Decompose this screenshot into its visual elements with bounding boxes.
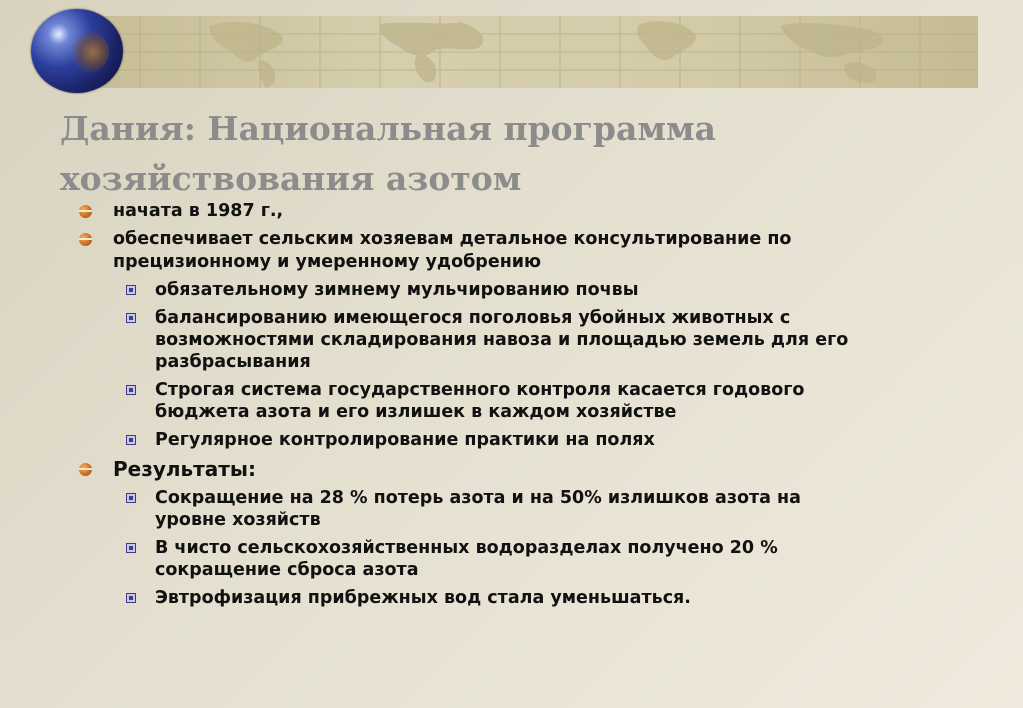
bullet-text: бюджета азота и его излишек в каждом хозяйстве [155, 402, 677, 422]
orange-disc-bullet-icon [79, 205, 92, 218]
square-bullet-icon [126, 285, 136, 295]
sub-list-item [78, 487, 958, 531]
square-bullet-icon [126, 543, 136, 553]
square-bullet-icon [126, 313, 136, 323]
bullet-text: балансированию имеющегося поголовья убойных животных с [155, 308, 791, 328]
bullet-text: прецизионному и умеренному удобрению [113, 252, 542, 272]
sub-list-item [78, 379, 958, 423]
bullet-text: Регулярное контролирование практики на полях [155, 430, 655, 450]
bullet-text: начата в 1987 г., [113, 201, 284, 221]
slide-title [60, 104, 960, 204]
list-item [78, 228, 958, 274]
list-item-results [78, 457, 958, 482]
orange-disc-bullet-icon [79, 463, 92, 476]
bullet-text: сокращение сброса азота [155, 560, 419, 580]
bullet-text: уровне хозяйств [155, 510, 321, 530]
square-bullet-icon [126, 385, 136, 395]
sub-list-item [78, 587, 958, 609]
bullet-text: Эвтрофизация прибрежных вод стала уменьшаться. [155, 588, 691, 608]
title-line-1: Дания: Национальная программа [60, 109, 717, 148]
bullet-text: возможностями складирования навоза и площадью земель для его [155, 330, 849, 350]
map-grid [80, 16, 978, 88]
sub-list-item [78, 537, 958, 581]
bullet-text: Результаты: [113, 457, 256, 481]
sub-list-item [78, 429, 958, 451]
orange-disc-bullet-icon [79, 233, 92, 246]
bullet-text: Строгая система государственного контроля касается годового [155, 380, 805, 400]
bullet-text: Сокращение на 28 % потерь азота и на 50% излишков азота на [155, 488, 801, 508]
bullet-text: обязательному зимнему мульчированию почвы [155, 280, 639, 300]
title-line-2: хозяйствования азотом [60, 159, 522, 198]
square-bullet-icon [126, 593, 136, 603]
bullet-text: обеспечивает сельским хозяевам детальное консультирование по [113, 229, 792, 249]
sub-list-item [78, 307, 958, 373]
bullet-text: В чисто сельскохозяйственных водоразделах получено 20 % [155, 538, 778, 558]
bullet-list [78, 200, 958, 615]
bullet-text: разбрасывания [155, 352, 311, 372]
square-bullet-icon [126, 493, 136, 503]
world-map-banner [80, 16, 978, 88]
globe-icon [31, 9, 123, 93]
square-bullet-icon [126, 435, 136, 445]
list-item [78, 200, 958, 223]
sub-list-item [78, 279, 958, 301]
